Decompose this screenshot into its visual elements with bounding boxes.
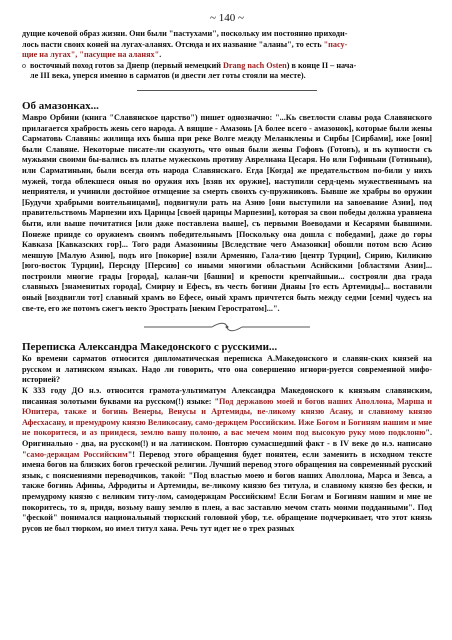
amazons-text: Мавро Орбини (книга "Славянское царство") пишет однозначно: "...Кь светлости славы рода Славянского прилагается храбрость жень сего народа. А вящше - Амазонь [А более всего - амазонок], которые были жены Сарматовь Славянь: жилища ихъ быша при реке Волге между Меланклены и Сирбы [Сирбами], иже [они] были Славяне. Некоторые писате-ли сказують, что оныя были жены Гофовъ (Готовъ), и въ купности съ мужьями своими бы-вались въ платье мужескомь противу Аврелиана Цесаря. Но или Гофиньни (Готиньни), или Сарматиньни, были всегда оть народа Славянскаго. Егда [Когда] же предательством по-били у нихъ мужей, тогда облекшеся оныя во оружия ихъ [взяв их оружие], наступили серд-цемь мужественнымъ на неприятеля, и учинили достойное отмщение за смерть своихъ су-пружниковъ. Бывше же храбры во оружии [Будучи храбрыми воительницами], подвигнули рать на Азию [они выступили на завоевание Азии], под правительствомь Марпезии ихъ Царицы [своей царицы Марпезии], которая за свои победы должна уравнена быти, или выше почитатися [или даже поставлена выше], съ первыми Воеводами и Кесарями бывшими. Понеже принде со оружиемъ своимъ победительнымъ [Поскольку она дошла с победами], даже до горы Кавказа [Кавказских гор]... Того ради Амазонины [Вследствие чего Амазонки] обошли потом всю Асию меншую [Малую Азию], подъ иго [покорие] взяли Арменню, Гала-тию [центр Турции], Сирию, Киликию [юго-восток Турции], Персиду [Персию] со иными многими областьми Асийскими [областями Азии]... построили многие грады [города], калан-чи [башни] и крепости крепчайшыи... сострояли два града славныхъ [знаменитых города], Смирну и Ефесъ, въ честь богини Дианы [то есть Артемиды]... воставили оный [воздвигли тот] славный храмъ во Ефесе, оный храмъ причтется быть между седми [семи] чудесъ на све-те, его же потомъ сжегъ некто Эрострать [неким Геростратом]...". xyxy=(22,112,432,313)
bullet-line-1-end: ) в конце II – нача- xyxy=(286,60,357,70)
intro-line-3-end: . xyxy=(159,50,162,60)
intro-paragraph xyxy=(22,29,432,61)
correspondence-heading: Переписка Александра Македонского с русскими... xyxy=(22,341,278,354)
bullet-line-2: ле III века, уперся именно в сарматов (и двести лет готы стояли на месте). xyxy=(30,71,306,81)
ornament-divider xyxy=(137,322,317,332)
page-number: ~ 140 ~ xyxy=(210,12,244,24)
correspondence-paragraph xyxy=(22,386,432,534)
correspondence-text-mid: ". Оригинально - два, на русском(!) и на латинском. Повторю сумасшедший факт - в IV веке до н.э. написано " xyxy=(22,428,432,459)
correspondence-question-text: Ко времени сарматов относится дипломатическая переписка А.Македонского и славян-ских князей на русском и латинском языках. Надо ли говорить, что она совершенно игнори-руется современной мифо-историей? xyxy=(22,354,432,385)
bullet-highlight: Drang nach Osten xyxy=(223,60,287,70)
correspondence-quote-1: Под державою моей и богов наших Аполлона, Марша и Юпитера, также и богинь Венеры, Венусы и Артемиды, ве-ликому князю Асану, и славному князю Афесхасану, и премудрому князю Великосану, само-держцем Российским. Иже Богом и Богиням нашим и мне не покоритеся, и аз приидеся, землю вашу полоню, а вас мечем моим под высокую руку мою подклоню xyxy=(22,396,433,438)
amazons-paragraph xyxy=(22,113,432,314)
bullet-item xyxy=(22,61,432,82)
correspondence-quote-2: само-держцам Российским xyxy=(26,449,128,459)
amazons-heading: Об амазонках... xyxy=(22,99,99,112)
correspondence-question xyxy=(22,354,432,386)
intro-line-1: дущие кочевой образ жизни. Они были "пастухами", поскольку им постоянно приходи- xyxy=(22,29,348,38)
intro-highlight-2: щие на лугах", "пасущие на аланях" xyxy=(22,50,160,60)
intro-highlight-1: "пасу- xyxy=(323,39,348,49)
correspondence-text-pre: К 333 году ДО н.э. относится грамота-ультиматум Александра Македонского к князьям славянским, писанная золотыми буквами на русском(!) языке: " xyxy=(22,386,432,406)
correspondence-text-post: "! Перевод этого обращения будет понятен, если заменить в исходном тексте имена богов на близких богов греческой религии. Лучший перевод этого обращения на современный русский язык, с пояснениями переводчиков, такой: "Под властью моею и богов наших Аполлона, Марса и Зевса, а также богинь Афины, Афродиты и Артемиды, ве-ликому князю без титула, и славному князю без фески, и премудрому князю с великим титу-лом, самодержцам Российским! Если Богам и Богиням нашим и мне не покоритесь, то я, придя, возьму вашу землю в плен, а вас заставлю мечом стать моими подданными". Под "феской" понимался национальный тюркский головной убор, т.е. обращение подчеркивает, что этот князь русов не был тюрком, но имел титул хана. Речь тут идет не о трех разных xyxy=(22,449,432,533)
bullet-line-1: восточный поход готов за Днепр (первый немецкий xyxy=(30,60,224,70)
ornament-icon xyxy=(142,322,312,332)
intro-line-2: лось пасти своих коней на лугах-аланях. Отсюда и их название "аланы", то есть xyxy=(22,39,324,49)
section-divider xyxy=(137,90,317,91)
